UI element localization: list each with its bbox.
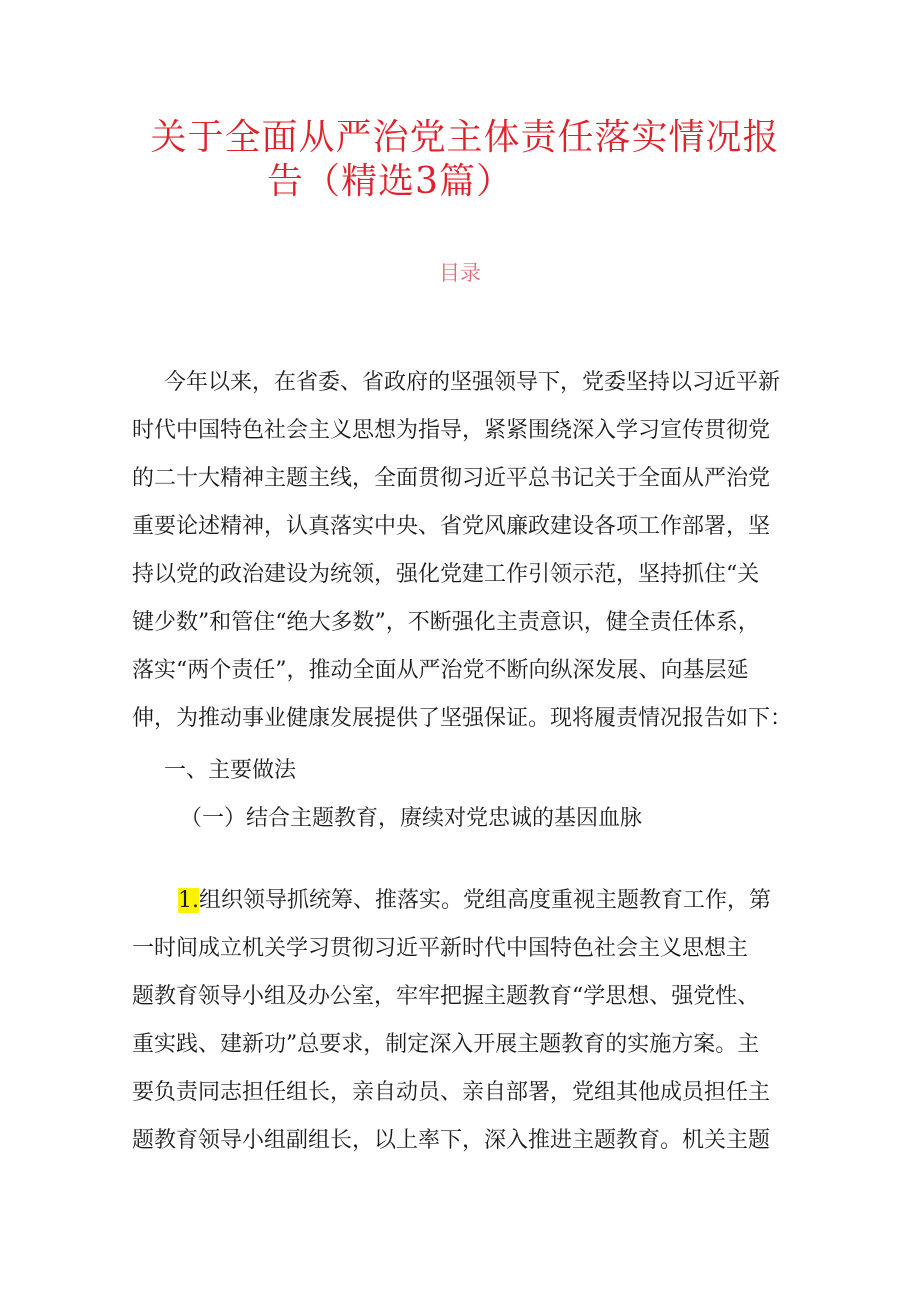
subsection-heading: （一）结合主题教育，赓续对党忠诚的基因血脉 <box>180 806 643 831</box>
paragraph-1-line-1: 今年以来，在省委、省政府的坚强领导下，党委坚持以习近平新 <box>164 370 781 395</box>
paragraph-1-line-4: 重要论述精神，认真落实中央、省党风廉政建设各项工作部署，坚 <box>132 514 771 539</box>
paragraph-2-line-1 <box>178 885 771 917</box>
paragraph-1-line-6: 键少数”和管住“绝大多数”，不断强化主责意识，健全责任体系， <box>132 610 760 635</box>
paragraph-2-line-5: 要负责同志担任组长，亲自动员、亲自部署，党组其他成员担任主 <box>132 1080 771 1105</box>
paragraph-2-line-6: 题教育领导小组副组长，以上率下，深入推进主题教育。机关主题 <box>132 1128 771 1153</box>
paragraph-2-line-3: 题教育领导小组及办公室，牢牢把握主题教育“学思想、强党性、 <box>132 984 760 1009</box>
paragraph-1-line-2: 时代中国特色社会主义思想为指导，紧紧围绕深入学习宣传贯彻党 <box>132 418 771 443</box>
paragraph-1-line-8: 伸，为推动事业健康发展提供了坚强保证。现将履责情况报告如下： <box>132 706 793 731</box>
section-heading: 一、主要做法 <box>164 758 297 783</box>
table-of-contents-heading: 目录 <box>439 261 481 285</box>
paragraph-2-line-1-text: 组织领导抓统筹、推落实。党组高度重视主题教育工作，第 <box>199 888 772 913</box>
paragraph-2-line-2: 一时间成立机关学习贯彻习近平新时代中国特色社会主义思想主 <box>132 936 749 961</box>
paragraph-2-line-4: 重实践、建新功”总要求，制定深入开展主题教育的实施方案。主 <box>132 1032 760 1057</box>
document-title-line-1: 关于全面从严治党主体责任落实情况报 <box>150 117 780 158</box>
paragraph-1-line-5: 持以党的政治建设为统领，强化党建工作引领示范，坚持抓住“关 <box>132 562 760 587</box>
item-number-highlight: 1. <box>178 888 199 913</box>
document-title-line-2: 告（精选3篇） <box>267 161 513 202</box>
paragraph-1-line-7: 落实“两个责任”，推动全面从严治党不断向纵深发展、向基层延 <box>132 658 749 683</box>
paragraph-1-line-3: 的二十大精神主题主线，全面贯彻习近平总书记关于全面从严治党 <box>132 466 771 491</box>
